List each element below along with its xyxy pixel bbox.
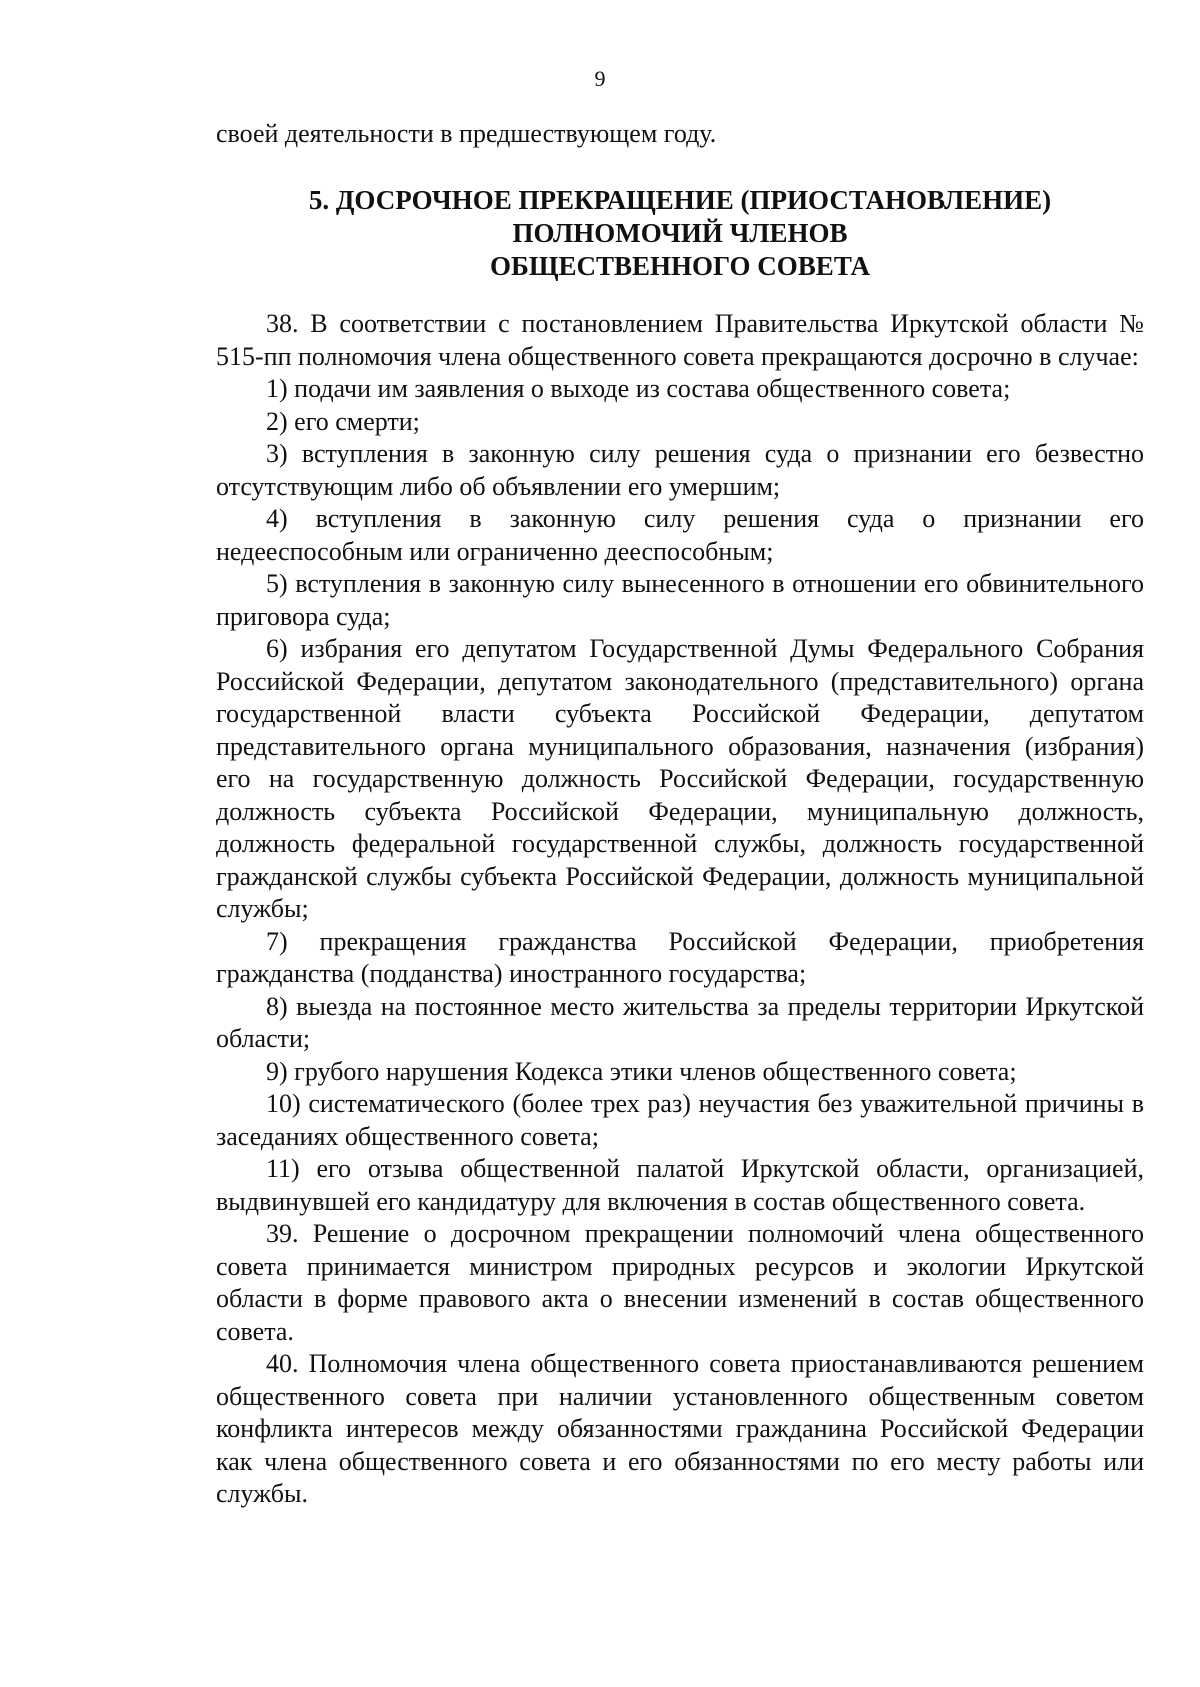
paragraph-40: 40. Полномочия члена общественного совета приостанавливаются решением общественного совета при наличии установленного общественным советом конфликта интересов между обязанностями гражданина Российской Федерации как члена общественного совета и его обязанностями по его месту работы или службы. <box>216 1349 1144 1508</box>
list-item-8: 8) выезда на постоянное место жительства за пределы территории Иркутской области; <box>216 991 1144 1053</box>
list-item-10: 10) систематического (более трех раз) неучастия без уважительной причины в заседаниях общественного совета; <box>216 1089 1144 1151</box>
list-item-9: 9) грубого нарушения Кодекса этики членов общественного совета; <box>266 1056 1017 1086</box>
list-item-4: 4) вступления в законную силу решения суда о признании его недееспособным или ограниченно дееспособным; <box>216 504 1144 566</box>
continued-text: своей деятельности в предшествующем году. <box>216 119 717 148</box>
section-heading-line: ОБЩЕСТВЕННОГО СОВЕТА <box>490 251 870 281</box>
list-item-11: 11) его отзыва общественной палатой Иркутской области, организацией, выдвинувшей его кандидатуру для включения в состав общественного совета. <box>216 1154 1144 1216</box>
list-item-2: 2) его смерти; <box>266 406 420 436</box>
paragraph-38: 38. В соответствии с постановлением Правительства Иркутской области № 515-пп полномочия члена общественного совета прекращаются досрочно в случае: <box>216 309 1144 371</box>
list-item-5: 5) вступления в законную силу вынесенного в отношении его обвинительного приговора суда; <box>216 569 1144 631</box>
page-number: 9 <box>594 66 606 91</box>
list-item-1: 1) подачи им заявления о выходе из состава общественного совета; <box>266 374 1011 403</box>
section-body <box>216 308 1144 1511</box>
paragraph-39: 39. Решение о досрочном прекращении полномочий члена общественного совета принимается министром природных ресурсов и экологии Иркутской области в форме правового акта о внесении изменений в состав общественного совета. <box>216 1219 1144 1346</box>
list-item-7: 7) прекращения гражданства Российской Федерации, приобретения гражданства (подданства) иностранного государства; <box>216 926 1144 988</box>
section-heading-line: 5. ДОСРОЧНОЕ ПРЕКРАЩЕНИЕ (ПРИОСТАНОВЛЕНИЕ) <box>308 185 1052 215</box>
section-heading <box>216 184 1144 283</box>
list-item-6: 6) избрания его депутатом Государственной Думы Федерального Собрания Российской Федерации, депутатом законодательного (представительного) органа государственной власти субъекта Российской Федерации, депутатом представительного органа муниципального образования, назначения (избрания) его на государственную должность Российской Федерации, государственную должность субъекта Российской Федерации, муниципальную должность, должность федеральной государственной службы, должность государственной гражданской службы субъекта Российской Федерации, должность муниципальной службы; <box>216 634 1144 923</box>
section-heading-line: ПОЛНОМОЧИЙ ЧЛЕНОВ <box>512 218 848 248</box>
list-item-3: 3) вступления в законную силу решения суда о признании его безвестно отсутствующим либо об объявлении его умершим; <box>216 439 1144 501</box>
